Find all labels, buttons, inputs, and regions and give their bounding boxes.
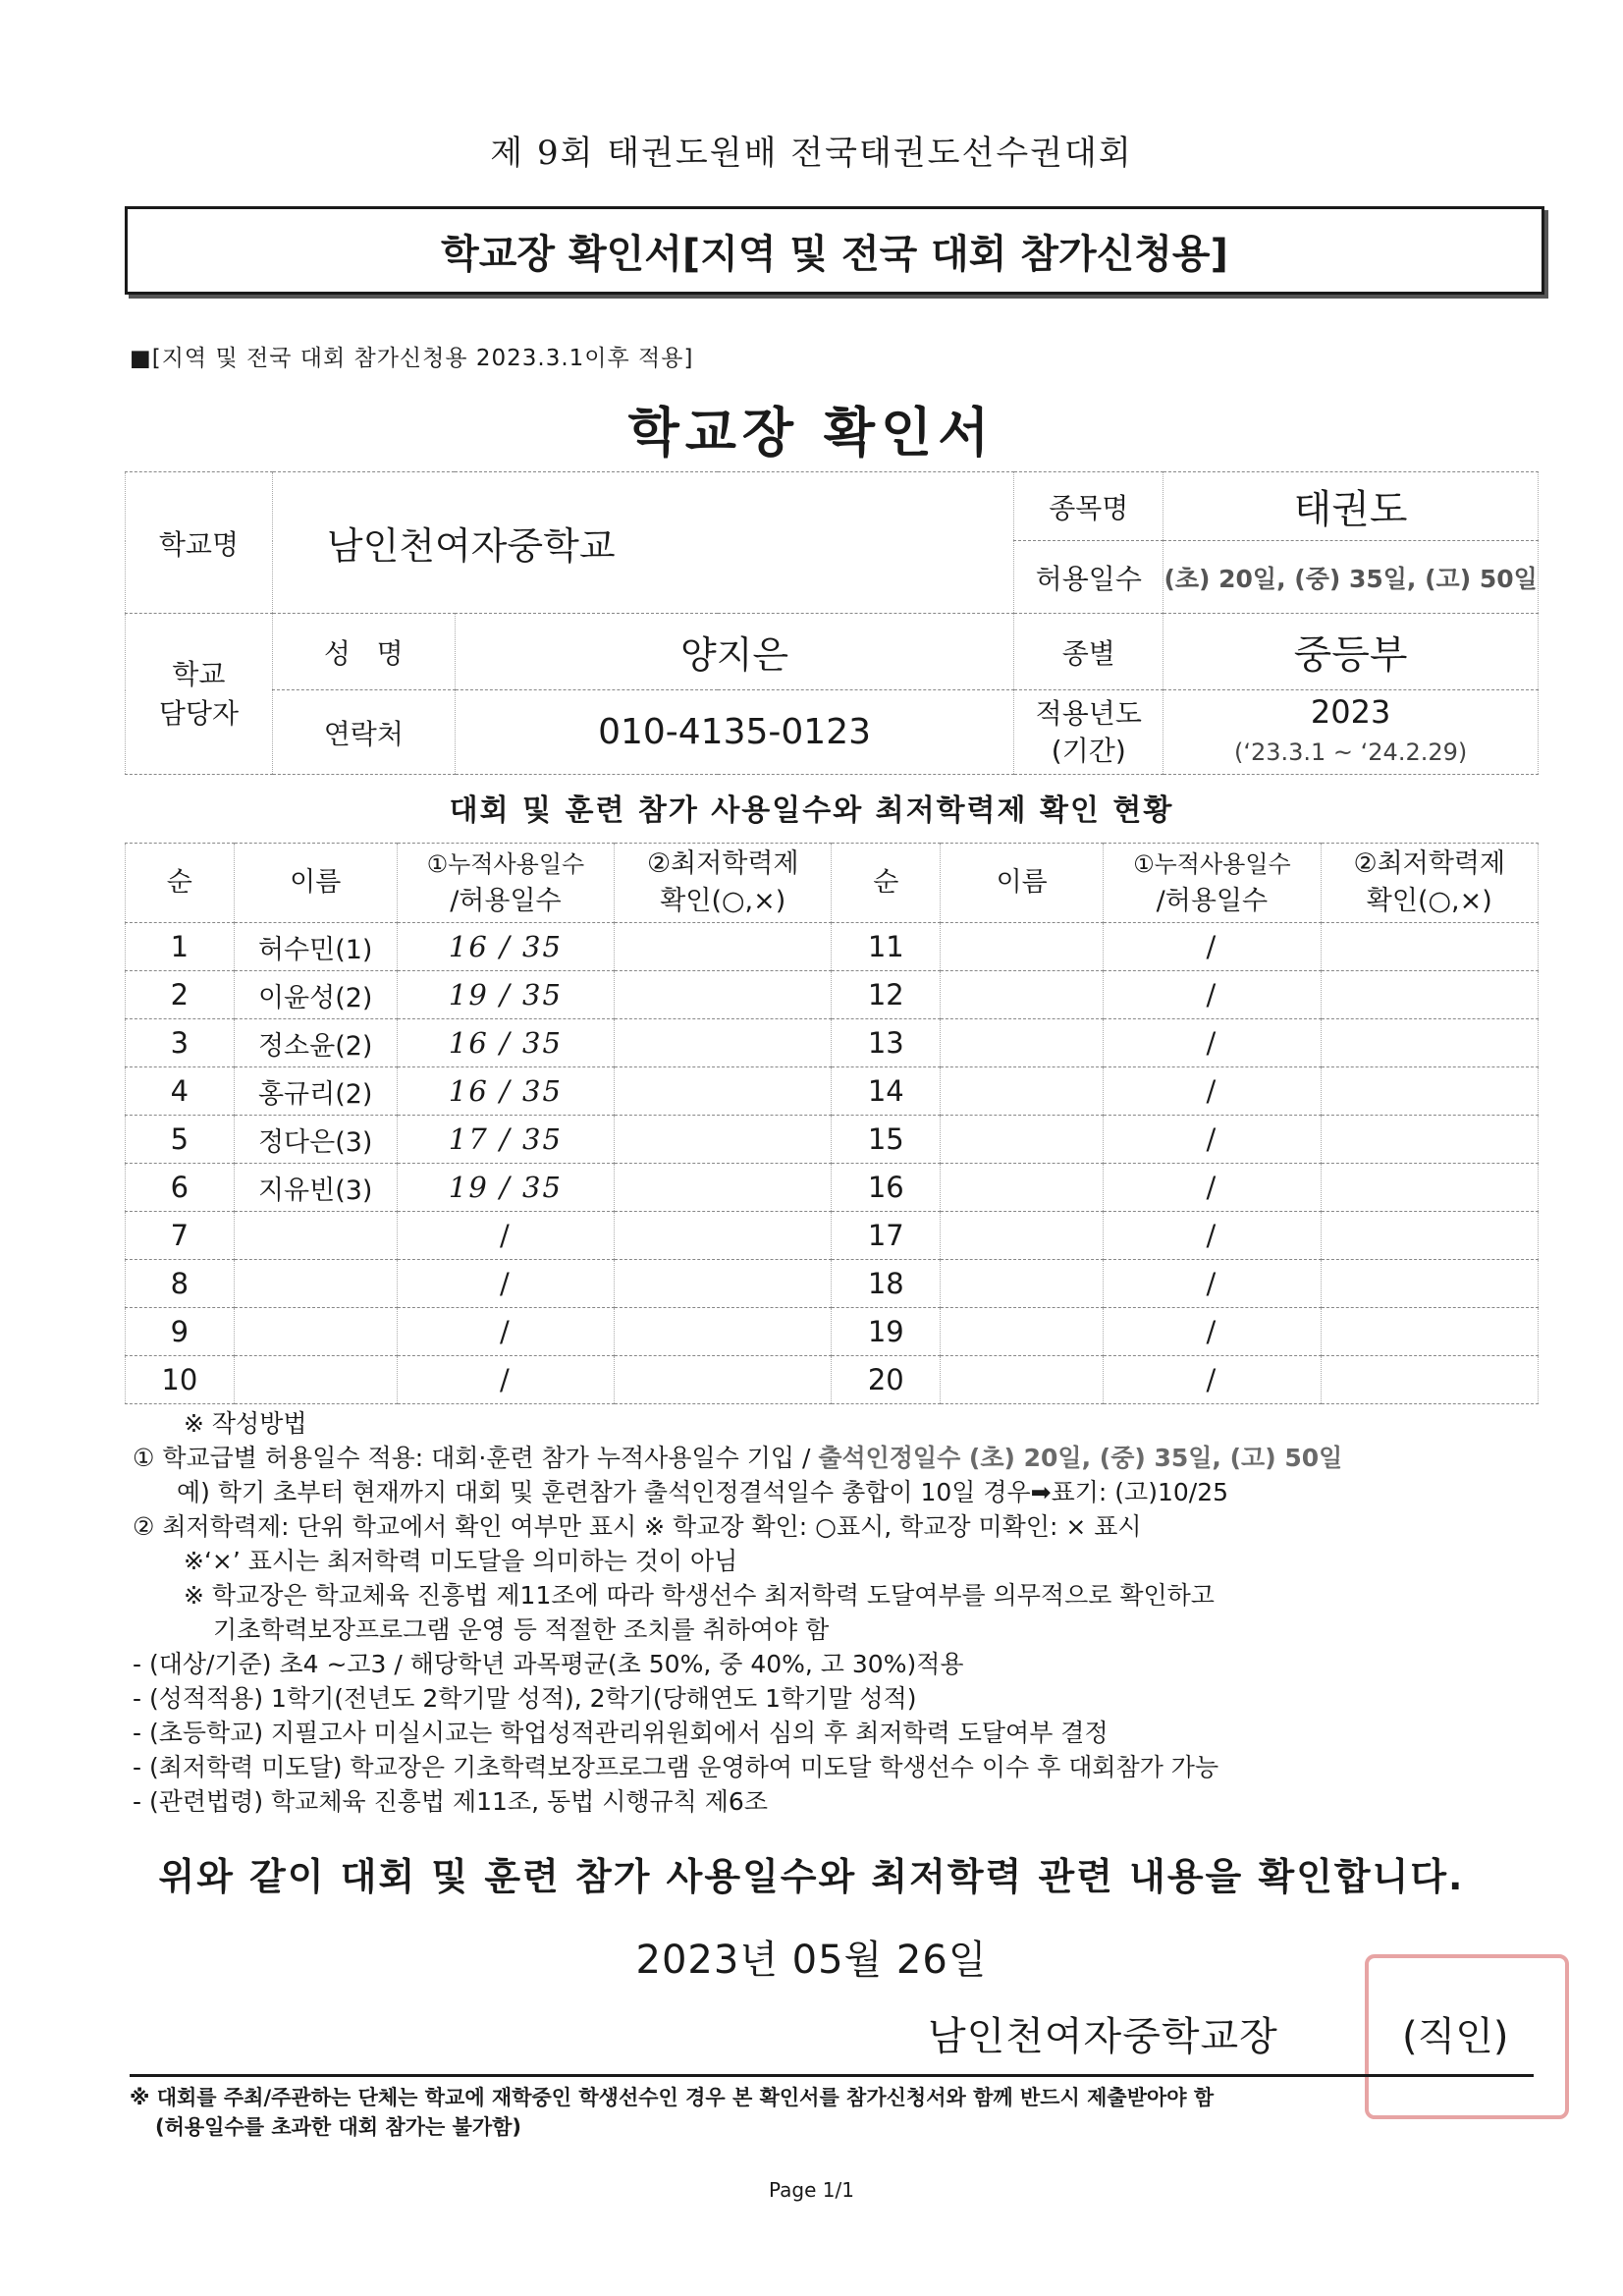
athlete-no: 1: [126, 923, 235, 971]
athlete-name: 지유빈(3): [234, 1164, 397, 1212]
page-number: Page 1/1: [769, 2178, 854, 2202]
days-used: 16 / 35: [397, 923, 614, 971]
min-achievement: [1321, 1308, 1538, 1356]
min-achievement: [1321, 1356, 1538, 1404]
days-used: 17 / 35: [397, 1116, 614, 1164]
days-used: /: [1104, 1164, 1321, 1212]
athlete-no: 7: [126, 1212, 235, 1260]
head-name-left: 이름: [234, 844, 397, 923]
min-achievement: [615, 1260, 832, 1308]
writing-method: [133, 1406, 1527, 1819]
min-achievement: [1321, 923, 1538, 971]
contact-label-2: 담당자: [158, 696, 240, 730]
athlete-name: [941, 923, 1104, 971]
division-value: 중등부: [1163, 614, 1539, 690]
athlete-no: 2: [126, 971, 235, 1019]
phone-value: 010-4135-0123: [455, 690, 1014, 775]
athlete-name: [941, 1067, 1104, 1116]
days-used: /: [1104, 1308, 1321, 1356]
form-title: 학교장 확인서[지역 및 전국 대회 참가신청용]: [441, 231, 1228, 277]
min-achievement: [615, 923, 832, 971]
year-label-1: 적용년도: [1035, 696, 1142, 730]
head-days-left-1: ①누적사용일수: [426, 850, 585, 878]
table-row: [126, 1356, 1539, 1404]
athlete-name: [941, 1356, 1104, 1404]
method-line-6: 기초학력보장프로그램 운영 등 적절한 조치를 취하여야 함: [213, 1615, 830, 1644]
confirm-statement: 위와 같이 대회 및 훈련 참가 사용일수와 최저학력 관련 내용을 확인합니다.: [158, 1855, 1465, 1898]
athlete-no: 20: [832, 1356, 941, 1404]
info-table: [125, 471, 1539, 775]
head-min-left-1: ②최저학력제: [646, 848, 799, 879]
min-achievement: [615, 1308, 832, 1356]
head-days-right-1: ①누적사용일수: [1133, 850, 1291, 878]
footer-line-1: ※ 대회를 주최/주관하는 단체는 학교에 재학중인 학생선수인 경우 본 확인서를 참가신청서와 함께 반드시 제출받아야 함: [130, 2086, 1215, 2109]
athlete-name: 정소윤(2): [234, 1019, 397, 1067]
principal-title: 남인천여자중학교장: [928, 2014, 1278, 2059]
days-used: /: [1104, 1067, 1321, 1116]
year-value: 2023: [1310, 693, 1391, 731]
min-achievement: [1321, 1019, 1538, 1067]
head-days-right-2: /허용일수: [1156, 886, 1269, 916]
min-achievement: [615, 1067, 832, 1116]
min-achievement: [1321, 1164, 1538, 1212]
athlete-name: 정다은(3): [234, 1116, 397, 1164]
head-days-right: [1104, 844, 1321, 923]
days-used: /: [397, 1308, 614, 1356]
contact-name: 양지은: [455, 614, 1014, 690]
footer-line-2: (허용일수를 초과한 대회 참가는 불가함): [155, 2115, 522, 2139]
section-title: 대회 및 훈련 참가 사용일수와 최저학력제 확인 현황: [449, 793, 1174, 828]
days-used: 16 / 35: [397, 1019, 614, 1067]
seal-mark: (직인): [1402, 2014, 1509, 2059]
days-used: /: [397, 1356, 614, 1404]
method-line-4: ※‘×’ 표시는 최저학력 미도달을 의미하는 것이 아님: [184, 1547, 738, 1575]
athlete-name: [941, 971, 1104, 1019]
sport-value: 태권도: [1163, 472, 1539, 541]
days-used: /: [397, 1260, 614, 1308]
athlete-name: [941, 1116, 1104, 1164]
table-row: [126, 1019, 1539, 1067]
athlete-no: 18: [832, 1260, 941, 1308]
days-used: /: [1104, 923, 1321, 971]
apply-note: ■[지역 및 전국 대회 참가신청용 2023.3.1이후 적용]: [130, 346, 694, 371]
school-name: 남인천여자중학교: [272, 472, 1013, 614]
head-min-right-2: 확인(○,×): [1366, 886, 1492, 916]
athlete-name: 허수민(1): [234, 923, 397, 971]
days-used: 19 / 35: [397, 971, 614, 1019]
footer-note: [130, 2074, 1534, 2142]
min-achievement: [615, 1212, 832, 1260]
athlete-no: 10: [126, 1356, 235, 1404]
division-label: 종별: [1014, 614, 1163, 690]
athlete-name: [941, 1308, 1104, 1356]
year-cell: [1163, 690, 1539, 775]
method-line-2: 예) 학기 초부터 현재까지 대회 및 훈련참가 출석인정결석일수 총합이 10일 경우➡표기: (고)10/25: [177, 1478, 1229, 1506]
table-row: [126, 1260, 1539, 1308]
min-achievement: [1321, 1067, 1538, 1116]
athlete-no: 9: [126, 1308, 235, 1356]
athlete-name: 이윤성(2): [234, 971, 397, 1019]
athlete-no: 5: [126, 1116, 235, 1164]
athlete-no: 6: [126, 1164, 235, 1212]
table-row: [126, 971, 1539, 1019]
athlete-name: [234, 1308, 397, 1356]
days-used: /: [1104, 1212, 1321, 1260]
table-row: [126, 1164, 1539, 1212]
athlete-name: [941, 1019, 1104, 1067]
issue-date: 2023년 05월 26일: [635, 1938, 988, 1983]
method-line-5: ※ 학교장은 학교체육 진흥법 제11조에 따라 학생선수 최저학력 도달여부를 의무적으로 확인하고: [184, 1581, 1215, 1610]
days-used: /: [1104, 1116, 1321, 1164]
school-label: 학교명: [126, 472, 273, 614]
head-days-left: [397, 844, 614, 923]
method-line-8: - (성적적용) 1학기(전년도 2학기말 성적), 2학기(당해연도 1학기말 성적): [133, 1684, 917, 1713]
athlete-name: [234, 1260, 397, 1308]
min-achievement: [1321, 1260, 1538, 1308]
min-achievement: [615, 1356, 832, 1404]
allowed-value: (초) 20일, (중) 35일, (고) 50일: [1163, 541, 1539, 614]
athlete-no: 15: [832, 1116, 941, 1164]
athlete-no: 19: [832, 1308, 941, 1356]
method-line-10: - (최저학력 미도달) 학교장은 기초학력보장프로그램 운영하여 미도달 학생선수 이수 후 대회참가 가능: [133, 1753, 1219, 1781]
method-line-3: ② 최저학력제: 단위 학교에서 확인 여부만 표시 ※ 학교장 확인: ○표시, 학교장 미확인: × 표시: [133, 1512, 1142, 1541]
head-min-right: [1321, 844, 1538, 923]
method-line-11: - (관련법령) 학교체육 진흥법 제11조, 동법 시행규칙 제6조: [133, 1787, 768, 1816]
athlete-name: [234, 1356, 397, 1404]
athlete-no: 14: [832, 1067, 941, 1116]
table-row: [126, 1308, 1539, 1356]
athlete-no: 12: [832, 971, 941, 1019]
table-row: [126, 1067, 1539, 1116]
roster-table: [125, 843, 1539, 1404]
min-achievement: [615, 971, 832, 1019]
min-achievement: [615, 1019, 832, 1067]
athlete-no: 11: [832, 923, 941, 971]
period-value: (‘23.3.1 ~ ‘24.2.29): [1233, 738, 1468, 766]
method-line-7: - (대상/기준) 초4 ~고3 / 해당학년 과목평균(초 50%, 중 40%, 고 30%)적용: [133, 1650, 964, 1678]
min-achievement: [1321, 1116, 1538, 1164]
athlete-no: 8: [126, 1260, 235, 1308]
method-line-1b: 출석인정일수 (초) 20일, (중) 35일, (고) 50일: [818, 1444, 1343, 1472]
head-no-right: 순: [832, 844, 941, 923]
contact-label-1: 학교: [172, 657, 226, 690]
min-achievement: [1321, 971, 1538, 1019]
sport-label: 종목명: [1014, 472, 1163, 541]
name-label: 성 명: [272, 614, 455, 690]
athlete-no: 3: [126, 1019, 235, 1067]
min-achievement: [615, 1116, 832, 1164]
event-title: 제 9회 태권도원배 전국태권도선수권대회: [490, 134, 1133, 173]
days-used: 19 / 35: [397, 1164, 614, 1212]
athlete-no: 4: [126, 1067, 235, 1116]
head-days-left-2: /허용일수: [450, 886, 562, 916]
year-label: [1014, 690, 1163, 775]
main-title: 학교장 확인서: [627, 402, 996, 464]
table-row: [126, 923, 1539, 971]
athlete-name: [234, 1212, 397, 1260]
athlete-no: 13: [832, 1019, 941, 1067]
athlete-no: 17: [832, 1212, 941, 1260]
head-min-right-1: ②최저학력제: [1353, 848, 1506, 879]
allowed-label: 허용일수: [1014, 541, 1163, 614]
days-used: /: [1104, 1356, 1321, 1404]
athlete-name: [941, 1212, 1104, 1260]
head-name-right: 이름: [941, 844, 1104, 923]
head-min-left-2: 확인(○,×): [660, 886, 786, 916]
days-used: /: [397, 1212, 614, 1260]
athlete-name: 홍규리(2): [234, 1067, 397, 1116]
method-title: ※ 작성방법: [184, 1409, 307, 1438]
athlete-name: [941, 1260, 1104, 1308]
days-used: /: [1104, 1260, 1321, 1308]
form-title-box: [125, 206, 1544, 295]
method-line-1: [133, 1441, 1527, 1475]
phone-label: 연락처: [272, 690, 455, 775]
table-row: [126, 1212, 1539, 1260]
head-no-left: 순: [126, 844, 235, 923]
method-line-9: - (초등학교) 지필고사 미실시교는 학업성적관리위원회에서 심의 후 최저학력 도달여부 결정: [133, 1719, 1109, 1747]
head-min-left: [615, 844, 832, 923]
min-achievement: [615, 1164, 832, 1212]
contact-label: [126, 614, 273, 775]
athlete-name: [941, 1164, 1104, 1212]
days-used: 16 / 35: [397, 1067, 614, 1116]
table-row: [126, 1116, 1539, 1164]
days-used: /: [1104, 1019, 1321, 1067]
min-achievement: [1321, 1212, 1538, 1260]
athlete-no: 16: [832, 1164, 941, 1212]
year-label-2: (기간): [1051, 734, 1126, 767]
days-used: /: [1104, 971, 1321, 1019]
method-line-1a: ① 학교급별 허용일수 적용: 대회·훈련 참가 누적사용일수 기입 /: [133, 1444, 819, 1472]
